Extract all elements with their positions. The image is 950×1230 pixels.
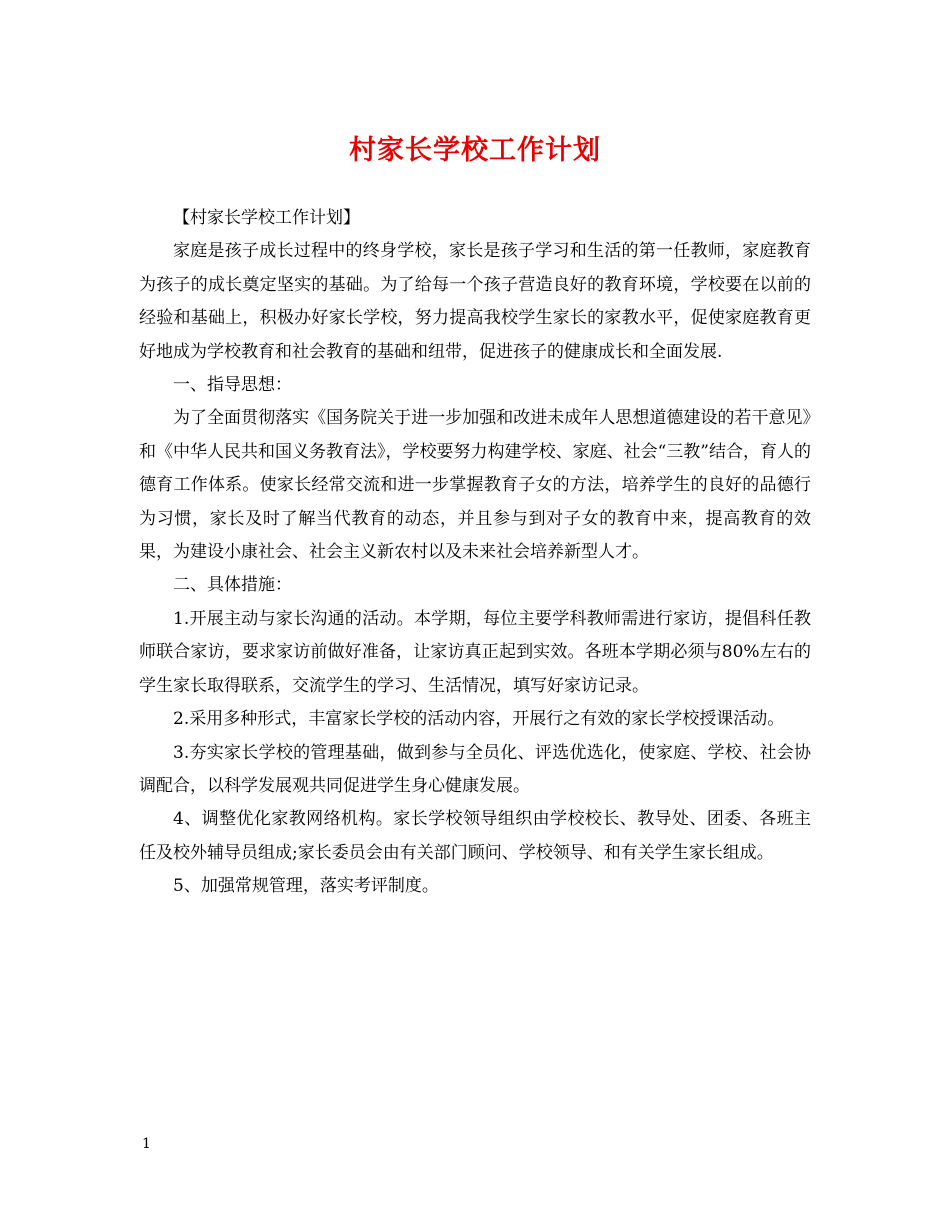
paragraph-guiding-ideas: 为了全面贯彻落实《国务院关于进一步加强和改进未成年人思想道德建设的若干意见》和《中华人民共和国义务教育法》，学校要努力构建学校、家庭、社会“三教”结合，育人的德育工作体系。使家长经常交流和进一步掌握教育子女的方法，培养学生的良好的品德行为习惯，家长及时了解当代教育的动态，并且参与到对子女的教育中来，提高教育的效果，为建设小康社会、社会主义新农村以及未来社会培养新型人才。: [139, 408, 811, 563]
paragraph-intro: 家庭是孩子成长过程中的终身学校，家长是孩子学习和生活的第一任教师，家庭教育为孩子的成长奠定坚实的基础。为了给每一个孩子营造良好的教育环境，学校要在以前的经验和基础上，积极办好家长学校，努力提高我校学生家长的家教水平，促使家庭教育更好地成为学校教育和社会教育的基础和纽带，促进孩子的健康成长和全面发展.: [139, 241, 811, 362]
paragraph-measure-3: 3.夯实家长学校的管理基础，做到参与全员化、评选优选化，使家庭、学校、社会协调配合，以科学发展观共同促进学生身心健康发展。: [139, 742, 811, 796]
paragraph-measure-4: 4、调整优化家教网络机构。家长学校领导组织由学校校长、教导处、团委、各班主任及校外辅导员组成;家长委员会由有关部门顾问、学校领导、和有关学生家长组成。: [139, 809, 811, 863]
section-heading-measures: 二、具体措施：: [173, 575, 292, 596]
document-title: 村家长学校工作计划: [349, 135, 601, 166]
paragraph-measure-5: 5、加强常规管理，落实考评制度。: [173, 876, 439, 897]
paragraph-measure-2: 2.采用多种形式，丰富家长学校的活动内容，开展行之有效的家长学校授课活动。: [173, 709, 785, 730]
document-body: [139, 202, 811, 904]
paragraph-measure-1: 1.开展主动与家长沟通的活动。本学期，每位主要学科教师需进行家访，提倡科任教师联合家访，要求家访前做好准备，让家访真正起到实效。各班本学期必须与80%左右的学生家长取得联系，交流学生的学习、生活情况，填写好家访记录。: [139, 608, 811, 696]
section-heading-guiding-ideas: 一、指导思想：: [173, 375, 292, 396]
paragraph-heading: 【村家长学校工作计划】: [173, 208, 360, 228]
page-number: 1: [142, 1136, 151, 1152]
